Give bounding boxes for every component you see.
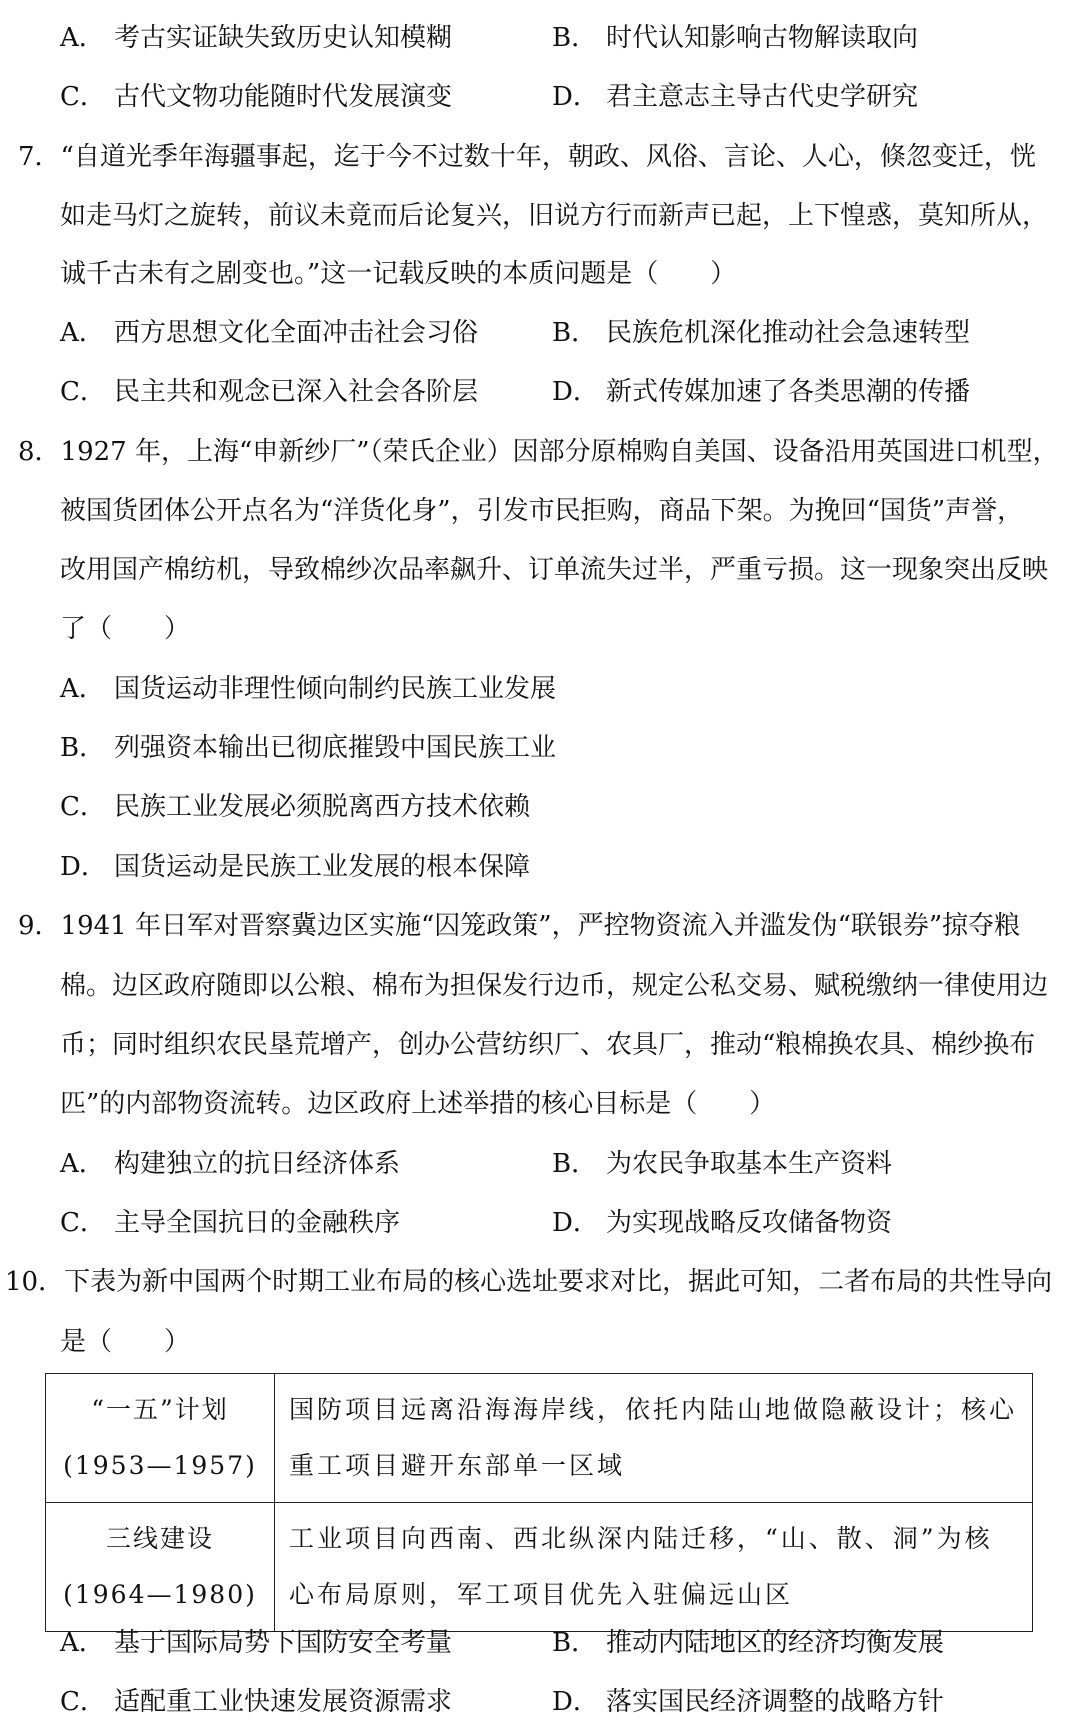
option-letter: D． — [552, 1687, 599, 1717]
option-text: 民族危机深化推动社会急速转型 — [606, 318, 971, 348]
q7-stem-line-3: 诚千古未有之剧变也。”这一记载反映的本质问题是（ ） — [60, 259, 737, 289]
q10-option-d[interactable] — [552, 1682, 944, 1722]
option-text: 推动内陆地区的经济均衡发展 — [606, 1628, 945, 1658]
q8-option-a[interactable] — [60, 669, 556, 709]
option-letter: A． — [60, 1149, 105, 1179]
option-text: 新式传媒加速了各类思潮的传播 — [606, 377, 971, 407]
table-row — [46, 1503, 1033, 1632]
table-row — [46, 1374, 1033, 1503]
option-letter: B． — [60, 733, 106, 763]
q8-stem-line-1 — [18, 432, 1059, 472]
option-letter: D． — [552, 82, 599, 112]
q8-option-b[interactable] — [60, 728, 556, 768]
option-letter: D． — [552, 1208, 599, 1238]
q8-stem-line-4: 了（ ） — [60, 614, 191, 644]
stem-text: “自道光季年海疆事起，迄于今不过数十年，朝政、风俗、言论、人心，倏忽变迁，恍 — [60, 142, 1036, 172]
option-text: 民主共和观念已深入社会各阶层 — [114, 377, 479, 407]
q7-options-row-2 — [60, 372, 1060, 412]
option-letter: C． — [60, 1208, 106, 1238]
option-letter: D． — [60, 852, 107, 882]
option-letter: A． — [60, 23, 105, 53]
q9-option-b[interactable] — [552, 1144, 892, 1184]
table-cell-requirement: 国防项目远离沿海海岸线，依托内陆山地做隐蔽设计；核心重工项目避开东部单一区域 — [275, 1374, 1033, 1503]
q7-option-d[interactable] — [552, 372, 970, 412]
option-letter: B． — [552, 318, 598, 348]
stem-text: 1941 年日军对晋察冀边区实施“囚笼政策”，严控物资流入并滥发伪“联银券”掠夺粮 — [60, 911, 1021, 941]
option-text: 为实现战略反攻储备物资 — [606, 1208, 893, 1238]
q6-option-d[interactable] — [552, 77, 918, 117]
option-text: 适配重工业快速发展资源需求 — [114, 1687, 453, 1717]
option-text: 民族工业发展必须脱离西方技术依赖 — [114, 792, 531, 822]
q9-stem-line-2: 棉。边区政府随即以公粮、棉布为担保发行边币，规定公私交易、赋税缴纳一律使用边 — [60, 971, 1049, 1001]
option-letter: B． — [552, 1628, 598, 1658]
option-letter: C． — [60, 377, 106, 407]
stem-text: 下表为新中国两个时期工业布局的核心选址要求对比，据此可知，二者布局的共性导向 — [64, 1267, 1053, 1297]
table-cell-period — [46, 1374, 275, 1503]
period-name: 三线建设 — [105, 1524, 214, 1553]
option-letter: B． — [552, 1149, 598, 1179]
q10-options-row-1 — [60, 1623, 1060, 1663]
q8-option-a-row — [60, 669, 1060, 709]
q8-stem-line-3: 改用国产棉纺机，导致棉纱次品率飙升、订单流失过半，严重亏损。这一现象突出反映 — [60, 555, 1049, 585]
q10-option-a[interactable] — [60, 1623, 452, 1663]
q6-options-row-2 — [60, 77, 1060, 117]
option-text: 考古实证缺失致历史认知模糊 — [114, 23, 453, 53]
stem-text: 1927 年，上海“申新纱厂”（荣氏企业）因部分原棉购自美国、设备沿用英国进口机型， — [60, 437, 1059, 467]
q9-stem-line-1 — [18, 906, 1020, 946]
option-text: 古代文物功能随时代发展演变 — [114, 82, 453, 112]
option-letter: A． — [60, 318, 105, 348]
q10-options-row-2 — [60, 1682, 1060, 1722]
option-text: 君主意志主导古代史学研究 — [606, 82, 919, 112]
option-letter: B． — [552, 23, 598, 53]
option-letter: C． — [60, 1687, 106, 1717]
question-number: 7． — [18, 142, 61, 172]
q7-stem-line-1 — [18, 137, 1036, 177]
q9-option-c[interactable] — [60, 1203, 400, 1243]
q9-option-a[interactable] — [60, 1144, 400, 1184]
option-text: 西方思想文化全面冲击社会习俗 — [114, 318, 479, 348]
q7-stem-line-2: 如走马灯之旋转，前议未竟而后论复兴，旧说方行而新声已起，上下惶惑，莫知所从， — [60, 201, 1049, 231]
q8-option-d[interactable] — [60, 847, 530, 887]
option-text: 为农民争取基本生产资料 — [606, 1149, 893, 1179]
option-letter: D． — [552, 377, 599, 407]
option-letter: A． — [60, 1628, 105, 1658]
period-years: (1953—1957) — [63, 1451, 257, 1480]
comparison-table — [45, 1373, 1033, 1632]
q7-options-row-1 — [60, 313, 1060, 353]
q7-option-c[interactable] — [60, 372, 478, 412]
q10-option-b[interactable] — [552, 1623, 944, 1663]
question-number: 8． — [18, 437, 61, 467]
q7-option-b[interactable] — [552, 313, 970, 353]
q6-option-a[interactable] — [60, 18, 452, 58]
q10-stem-line-2: 是（ ） — [60, 1327, 191, 1357]
question-number: 10． — [5, 1267, 65, 1297]
option-text: 主导全国抗日的金融秩序 — [114, 1208, 401, 1238]
q8-option-c[interactable] — [60, 787, 530, 827]
q9-options-row-1 — [60, 1144, 1060, 1184]
q6-option-c[interactable] — [60, 77, 452, 117]
question-number: 9． — [18, 911, 61, 941]
q8-option-d-row — [60, 847, 1060, 887]
period-name: “一五”计划 — [91, 1395, 229, 1424]
q6-option-b[interactable] — [552, 18, 918, 58]
q7-option-a[interactable] — [60, 313, 478, 353]
q9-stem-line-3: 币；同时组织农民垦荒增产，创办公营纺织厂、农具厂，推动“粮棉换农具、棉纱换布 — [60, 1030, 1036, 1060]
q9-stem-line-4: 匹”的内部物资流转。边区政府上述举措的核心目标是（ ） — [60, 1089, 776, 1119]
option-text: 时代认知影响古物解读取向 — [606, 23, 919, 53]
q8-option-c-row — [60, 787, 1060, 827]
option-text: 基于国际局势下国防安全考量 — [114, 1628, 453, 1658]
table-cell-period — [46, 1503, 275, 1632]
q8-option-b-row — [60, 728, 1060, 768]
option-letter: C． — [60, 82, 106, 112]
q10-option-c[interactable] — [60, 1682, 452, 1722]
option-letter: C． — [60, 792, 106, 822]
option-text: 国货运动非理性倾向制约民族工业发展 — [114, 674, 557, 704]
option-text: 落实国民经济调整的战略方针 — [606, 1687, 945, 1717]
option-text: 列强资本输出已彻底摧毁中国民族工业 — [114, 733, 557, 763]
table-cell-requirement: 工业项目向西南、西北纵深内陆迁移，“山、散、洞”为核心布局原则，军工项目优先入驻偏远山区 — [275, 1503, 1033, 1632]
option-text: 构建独立的抗日经济体系 — [114, 1149, 401, 1179]
period-years: (1964—1980) — [63, 1580, 257, 1609]
q9-option-d[interactable] — [552, 1203, 892, 1243]
q8-stem-line-2: 被国货团体公开点名为“洋货化身”，引发市民拒购，商品下架。为挽回“国货”声誉， — [60, 496, 1024, 526]
q9-options-row-2 — [60, 1203, 1060, 1243]
option-letter: A． — [60, 674, 105, 704]
q6-options-row-1 — [60, 18, 1060, 58]
option-text: 国货运动是民族工业发展的根本保障 — [114, 852, 531, 882]
q10-stem-line-1 — [5, 1262, 1052, 1302]
